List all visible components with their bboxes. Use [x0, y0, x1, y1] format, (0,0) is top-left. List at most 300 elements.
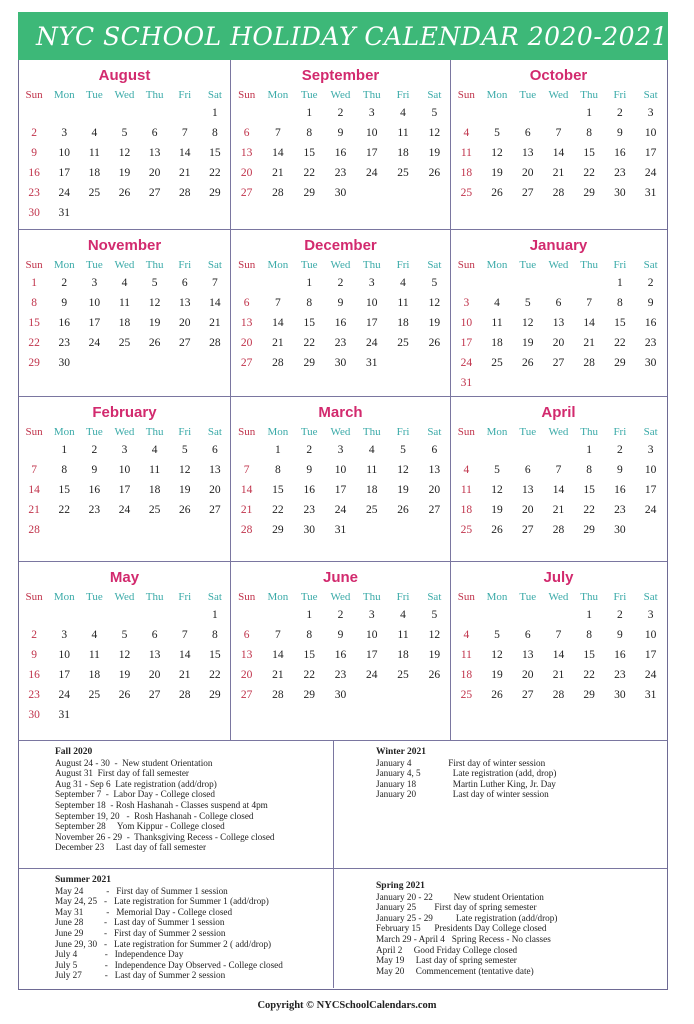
day-cell: 2 — [647, 277, 654, 289]
day-cell: 9 — [337, 297, 344, 309]
day-cell: 23 — [58, 337, 70, 349]
day-cell: 14 — [240, 484, 253, 496]
weekday-header: Tue — [300, 88, 318, 101]
day-cell: 22 — [303, 337, 315, 349]
day-cell: 15 — [58, 484, 70, 496]
day-cell: 7 — [275, 297, 281, 309]
day-cell: 3 — [121, 444, 128, 456]
day-cell: 5 — [494, 629, 500, 641]
month-november — [19, 230, 231, 396]
day-cell: 24 — [644, 167, 657, 179]
weekday-header: Tue — [300, 590, 318, 603]
day-cell: 23 — [334, 337, 347, 349]
day-cell: 23 — [614, 167, 626, 179]
day-cell: 4 — [400, 277, 406, 289]
day-cell: 10 — [460, 317, 473, 329]
day-cell: 18 — [460, 669, 473, 681]
weekday-header: Fri — [396, 425, 410, 438]
day-cell: 24 — [58, 187, 70, 199]
day-cell: 20 — [209, 484, 221, 496]
fall-2020-events — [19, 741, 334, 868]
day-cell: 14 — [28, 484, 40, 496]
weekday-header: Mon — [267, 88, 289, 101]
day-cell: 26 — [118, 689, 131, 701]
day-cell: 21 — [240, 504, 253, 516]
weekday-header: Thu — [145, 88, 164, 101]
day-cell: 6 — [181, 277, 188, 289]
day-cell: 4 — [368, 444, 375, 456]
day-cell: 7 — [555, 629, 562, 641]
day-cell: 2 — [337, 107, 344, 119]
day-cell: 18 — [397, 649, 409, 661]
day-cell: 10 — [58, 649, 70, 661]
day-cell: 17 — [58, 669, 70, 681]
winter-2021-title: Winter 2021 — [376, 747, 427, 757]
day-cell: 13 — [209, 464, 221, 476]
day-cell: 14 — [179, 147, 191, 159]
day-cell: 12 — [118, 649, 131, 661]
day-cell: 22 — [583, 504, 595, 516]
day-cell: 25 — [366, 504, 378, 516]
day-cell: 3 — [61, 629, 68, 641]
day-cell: 20 — [522, 669, 534, 681]
event-item: February 15 Presidents Day College closed — [376, 923, 547, 934]
month-april — [451, 397, 666, 561]
weekday-header: Fri — [613, 258, 627, 271]
day-cell: 7 — [555, 127, 562, 139]
weekday-header: Sat — [643, 88, 658, 101]
day-cell: 25 — [460, 524, 473, 536]
day-cell: 12 — [491, 649, 503, 661]
calendar-row — [19, 230, 667, 397]
day-cell: 28 — [552, 187, 565, 199]
weekday-header: Sat — [427, 590, 442, 603]
weekday-header: Fri — [178, 258, 192, 271]
weekday-header: Fri — [613, 590, 627, 603]
month-table — [231, 256, 450, 373]
day-cell: 25 — [491, 357, 503, 369]
weekday-header: Wed — [330, 590, 351, 603]
day-cell: 10 — [644, 464, 657, 476]
day-cell: 1 — [306, 107, 313, 119]
day-cell: 7 — [212, 277, 218, 289]
day-cell: 27 — [240, 187, 253, 199]
weekday-header: Fri — [396, 88, 410, 101]
day-cell: 20 — [179, 317, 191, 329]
day-cell: 12 — [491, 484, 503, 496]
event-item: January 20 - 22 New student Orientation — [376, 891, 544, 902]
day-cell: 15 — [209, 649, 221, 661]
month-august — [19, 60, 231, 229]
summer-2021-title: Summer 2021 — [55, 875, 112, 885]
day-cell: 14 — [272, 649, 284, 661]
weekday-header: Fri — [178, 88, 192, 101]
day-cell: 12 — [428, 127, 441, 139]
day-cell: 2 — [337, 277, 344, 289]
day-cell: 22 — [303, 167, 315, 179]
day-cell: 24 — [644, 669, 657, 681]
day-cell: 15 — [272, 484, 284, 496]
day-cell: 11 — [88, 649, 100, 661]
day-cell: 12 — [428, 629, 441, 641]
day-cell: 17 — [366, 147, 378, 159]
day-cell: 19 — [397, 484, 409, 496]
event-item: January 25 First day of spring semester — [376, 902, 537, 913]
weekday-header: Tue — [85, 88, 103, 101]
month-title: May — [109, 569, 140, 586]
event-item: July 4 - Independence Day — [55, 949, 184, 960]
day-cell: 3 — [91, 277, 98, 289]
event-item: December 23 Last day of fall semester — [55, 842, 207, 853]
weekday-header: Tue — [85, 590, 103, 603]
day-cell: 27 — [428, 504, 441, 516]
day-cell: 7 — [275, 127, 281, 139]
weekday-header: Tue — [519, 258, 537, 271]
day-cell: 8 — [586, 464, 593, 476]
day-cell: 28 — [272, 187, 284, 199]
day-cell: 17 — [58, 167, 70, 179]
day-cell: 18 — [118, 317, 131, 329]
day-cell: 7 — [275, 629, 281, 641]
day-cell: 11 — [397, 297, 409, 309]
day-cell: 27 — [209, 504, 221, 516]
event-item: January 18 Martin Luther King, Jr. Day — [376, 778, 556, 789]
day-cell: 30 — [303, 524, 315, 536]
day-cell: 24 — [58, 689, 70, 701]
day-cell: 29 — [303, 357, 315, 369]
day-cell: 10 — [366, 629, 378, 641]
day-cell: 26 — [179, 504, 191, 516]
day-cell: 17 — [460, 337, 473, 349]
weekday-header: Sat — [427, 88, 442, 101]
day-cell: 7 — [243, 464, 250, 476]
day-cell: 9 — [337, 629, 344, 641]
day-cell: 22 — [58, 504, 70, 516]
day-cell: 2 — [31, 629, 37, 641]
day-cell: 25 — [460, 187, 473, 199]
day-cell: 2 — [616, 107, 623, 119]
weekday-header: Thu — [145, 590, 164, 603]
day-cell: 4 — [463, 127, 470, 139]
day-cell: 12 — [148, 297, 161, 309]
day-cell: 20 — [148, 669, 161, 681]
day-cell: 30 — [334, 357, 347, 369]
day-cell: 2 — [306, 444, 313, 456]
day-cell: 17 — [118, 484, 131, 496]
weekday-header: Sat — [207, 425, 222, 438]
weekday-header: Mon — [53, 590, 75, 603]
day-cell: 4 — [151, 444, 158, 456]
day-cell: 11 — [366, 464, 378, 476]
weekday-header: Wed — [114, 258, 135, 271]
month-table — [451, 86, 666, 203]
day-cell: 16 — [58, 317, 70, 329]
day-cell: 6 — [243, 127, 250, 139]
day-cell: 11 — [397, 629, 409, 641]
day-cell: 12 — [522, 317, 534, 329]
day-cell: 5 — [121, 629, 128, 641]
day-cell: 6 — [243, 629, 250, 641]
day-cell: 25 — [118, 337, 131, 349]
weekday-header: Wed — [330, 258, 351, 271]
day-cell: 5 — [400, 444, 406, 456]
day-cell: 4 — [463, 629, 470, 641]
day-cell: 16 — [644, 317, 657, 329]
weekday-header: Fri — [613, 425, 627, 438]
day-cell: 23 — [614, 669, 626, 681]
month-table — [231, 423, 450, 540]
month-september — [231, 60, 451, 229]
spring-2021-events — [334, 869, 666, 988]
day-cell: 14 — [272, 147, 284, 159]
day-cell: 14 — [272, 317, 284, 329]
day-cell: 19 — [118, 167, 131, 179]
day-cell: 11 — [397, 127, 409, 139]
day-cell: 21 — [552, 669, 565, 681]
day-cell: 17 — [334, 484, 347, 496]
event-item: January 4, 5 Late registration (add, drop) — [376, 768, 557, 779]
day-cell: 13 — [428, 464, 441, 476]
day-cell: 23 — [303, 504, 315, 516]
day-cell: 17 — [644, 649, 657, 661]
calendar-grid — [18, 60, 668, 740]
day-cell: 1 — [212, 609, 218, 621]
day-cell: 11 — [149, 464, 161, 476]
weekday-header: Thu — [580, 425, 599, 438]
day-cell: 28 — [583, 357, 595, 369]
day-cell: 25 — [88, 689, 101, 701]
day-cell: 16 — [28, 669, 40, 681]
day-cell: 16 — [334, 147, 347, 159]
weekday-header: Sat — [643, 590, 658, 603]
day-cell: 10 — [366, 297, 378, 309]
day-cell: 29 — [583, 689, 595, 701]
day-cell: 1 — [586, 609, 593, 621]
event-item: May 24 - First day of Summer 1 session — [55, 885, 228, 896]
day-cell: 19 — [491, 669, 503, 681]
day-cell: 24 — [460, 357, 473, 369]
event-item: January 4 First day of winter session — [376, 757, 546, 768]
weekday-header: Mon — [486, 425, 508, 438]
month-title: October — [529, 67, 588, 84]
day-cell: 30 — [614, 187, 626, 199]
weekday-header: Wed — [330, 88, 351, 101]
day-cell: 8 — [586, 629, 593, 641]
day-cell: 5 — [431, 277, 438, 289]
month-july — [451, 562, 666, 740]
day-cell: 30 — [28, 207, 40, 219]
day-cell: 19 — [428, 649, 441, 661]
day-cell: 4 — [91, 127, 98, 139]
day-cell: 25 — [88, 187, 101, 199]
event-item: September 7 - Labor Day - College closed — [55, 789, 215, 800]
day-cell: 1 — [31, 277, 37, 289]
day-cell: 21 — [272, 337, 284, 349]
weekday-header: Sat — [207, 590, 222, 603]
day-cell: 31 — [58, 207, 70, 219]
weekday-header: Mon — [486, 590, 508, 603]
day-cell: 22 — [209, 669, 221, 681]
day-cell: 1 — [306, 277, 313, 289]
day-cell: 16 — [303, 484, 315, 496]
day-cell: 18 — [88, 669, 101, 681]
day-cell: 26 — [522, 357, 534, 369]
day-cell: 2 — [91, 444, 98, 456]
day-cell: 19 — [118, 669, 131, 681]
weekday-header: Wed — [114, 88, 135, 101]
day-cell: 4 — [494, 297, 500, 309]
day-cell: 13 — [240, 649, 253, 661]
day-cell: 12 — [118, 147, 131, 159]
day-cell: 18 — [397, 317, 409, 329]
weekday-header: Thu — [580, 88, 599, 101]
day-cell: 6 — [524, 464, 531, 476]
day-cell: 1 — [306, 609, 313, 621]
day-cell: 9 — [616, 127, 623, 139]
day-cell: 7 — [31, 464, 37, 476]
month-title: January — [529, 237, 588, 254]
event-item: April 2 Good Friday College closed — [376, 944, 518, 955]
day-cell: 21 — [28, 504, 40, 516]
day-cell: 8 — [616, 297, 623, 309]
month-february — [19, 397, 231, 561]
event-item: May 24, 25 - Late registration for Summer 1 (add/drop) — [55, 896, 269, 907]
day-cell: 22 — [614, 337, 626, 349]
day-cell: 8 — [61, 464, 68, 476]
day-cell: 15 — [28, 317, 40, 329]
day-cell: 27 — [522, 689, 534, 701]
day-cell: 21 — [272, 669, 284, 681]
event-item: May 20 Commencement (tentative date) — [376, 965, 534, 976]
day-cell: 16 — [334, 649, 347, 661]
event-item: November 26 - 29 - Thanksgiving Recess - College closed — [55, 831, 275, 842]
day-cell: 30 — [334, 689, 347, 701]
day-cell: 5 — [121, 127, 128, 139]
month-table — [19, 256, 230, 373]
day-cell: 5 — [431, 609, 438, 621]
month-table — [19, 423, 230, 540]
day-cell: 3 — [337, 444, 344, 456]
day-cell: 31 — [366, 357, 378, 369]
day-cell: 1 — [61, 444, 68, 456]
day-cell: 23 — [334, 669, 347, 681]
day-cell: 2 — [31, 127, 37, 139]
day-cell: 19 — [179, 484, 191, 496]
month-table — [451, 588, 666, 705]
day-cell: 24 — [88, 337, 101, 349]
day-cell: 23 — [614, 504, 626, 516]
weekday-header: Sun — [457, 88, 475, 101]
day-cell: 21 — [209, 317, 221, 329]
day-cell: 17 — [366, 649, 378, 661]
day-cell: 28 — [209, 337, 221, 349]
day-cell: 27 — [552, 357, 565, 369]
day-cell: 26 — [397, 504, 409, 516]
weekday-header: Tue — [519, 590, 537, 603]
day-cell: 29 — [209, 187, 221, 199]
day-cell: 8 — [306, 127, 313, 139]
day-cell: 4 — [400, 107, 406, 119]
day-cell: 13 — [148, 147, 161, 159]
weekday-header: Sat — [427, 258, 442, 271]
month-title: November — [87, 237, 162, 254]
day-cell: 20 — [240, 337, 253, 349]
month-october — [451, 60, 666, 229]
day-cell: 17 — [644, 484, 657, 496]
month-title: August — [98, 67, 151, 84]
day-cell: 29 — [303, 187, 315, 199]
day-cell: 6 — [151, 127, 158, 139]
day-cell: 22 — [303, 669, 315, 681]
day-cell: 23 — [644, 337, 657, 349]
day-cell: 2 — [337, 609, 344, 621]
day-cell: 10 — [58, 147, 70, 159]
day-cell: 6 — [524, 127, 531, 139]
event-item: June 29 - First day of Summer 2 session — [55, 927, 226, 938]
copyright-footer: Copyright © NYCSchoolCalendars.com — [257, 1000, 437, 1011]
month-december — [231, 230, 451, 396]
day-cell: 9 — [337, 127, 344, 139]
month-table — [19, 86, 230, 223]
weekday-header: Sun — [25, 258, 43, 271]
day-cell: 6 — [243, 297, 250, 309]
day-cell: 26 — [428, 167, 441, 179]
day-cell: 26 — [118, 187, 131, 199]
weekday-header: Sun — [238, 258, 256, 271]
day-cell: 8 — [586, 127, 593, 139]
month-table — [231, 588, 450, 705]
weekday-header: Wed — [114, 425, 135, 438]
weekday-header: Sat — [207, 258, 222, 271]
day-cell: 13 — [522, 484, 534, 496]
weekday-header: Sun — [238, 425, 256, 438]
day-cell: 11 — [118, 297, 131, 309]
day-cell: 24 — [366, 669, 378, 681]
day-cell: 2 — [616, 609, 623, 621]
day-cell: 31 — [644, 689, 657, 701]
day-cell: 7 — [181, 127, 188, 139]
day-cell: 24 — [334, 504, 347, 516]
day-cell: 23 — [28, 187, 40, 199]
month-title: July — [543, 569, 574, 586]
calendar-row — [19, 397, 667, 562]
day-cell: 17 — [88, 317, 101, 329]
day-cell: 24 — [644, 504, 657, 516]
weekday-header: Sun — [238, 590, 256, 603]
day-cell: 9 — [31, 649, 37, 661]
month-title: September — [301, 67, 380, 84]
weekday-header: Thu — [580, 258, 599, 271]
day-cell: 26 — [148, 337, 161, 349]
month-title: April — [541, 404, 576, 421]
weekday-header: Wed — [548, 88, 569, 101]
day-cell: 7 — [555, 464, 562, 476]
weekday-header: Tue — [300, 425, 318, 438]
weekday-header: Fri — [178, 425, 192, 438]
day-cell: 6 — [151, 629, 158, 641]
month-january — [451, 230, 666, 396]
day-cell: 17 — [644, 147, 657, 159]
day-cell: 13 — [552, 317, 565, 329]
day-cell: 5 — [151, 277, 158, 289]
day-cell: 29 — [303, 689, 315, 701]
day-cell: 5 — [494, 127, 500, 139]
day-cell: 27 — [522, 524, 534, 536]
weekday-header: Fri — [613, 88, 627, 101]
event-item: September 19, 20 - Rosh Hashanah - College closed — [55, 810, 254, 821]
day-cell: 10 — [334, 464, 347, 476]
day-cell: 22 — [583, 669, 595, 681]
